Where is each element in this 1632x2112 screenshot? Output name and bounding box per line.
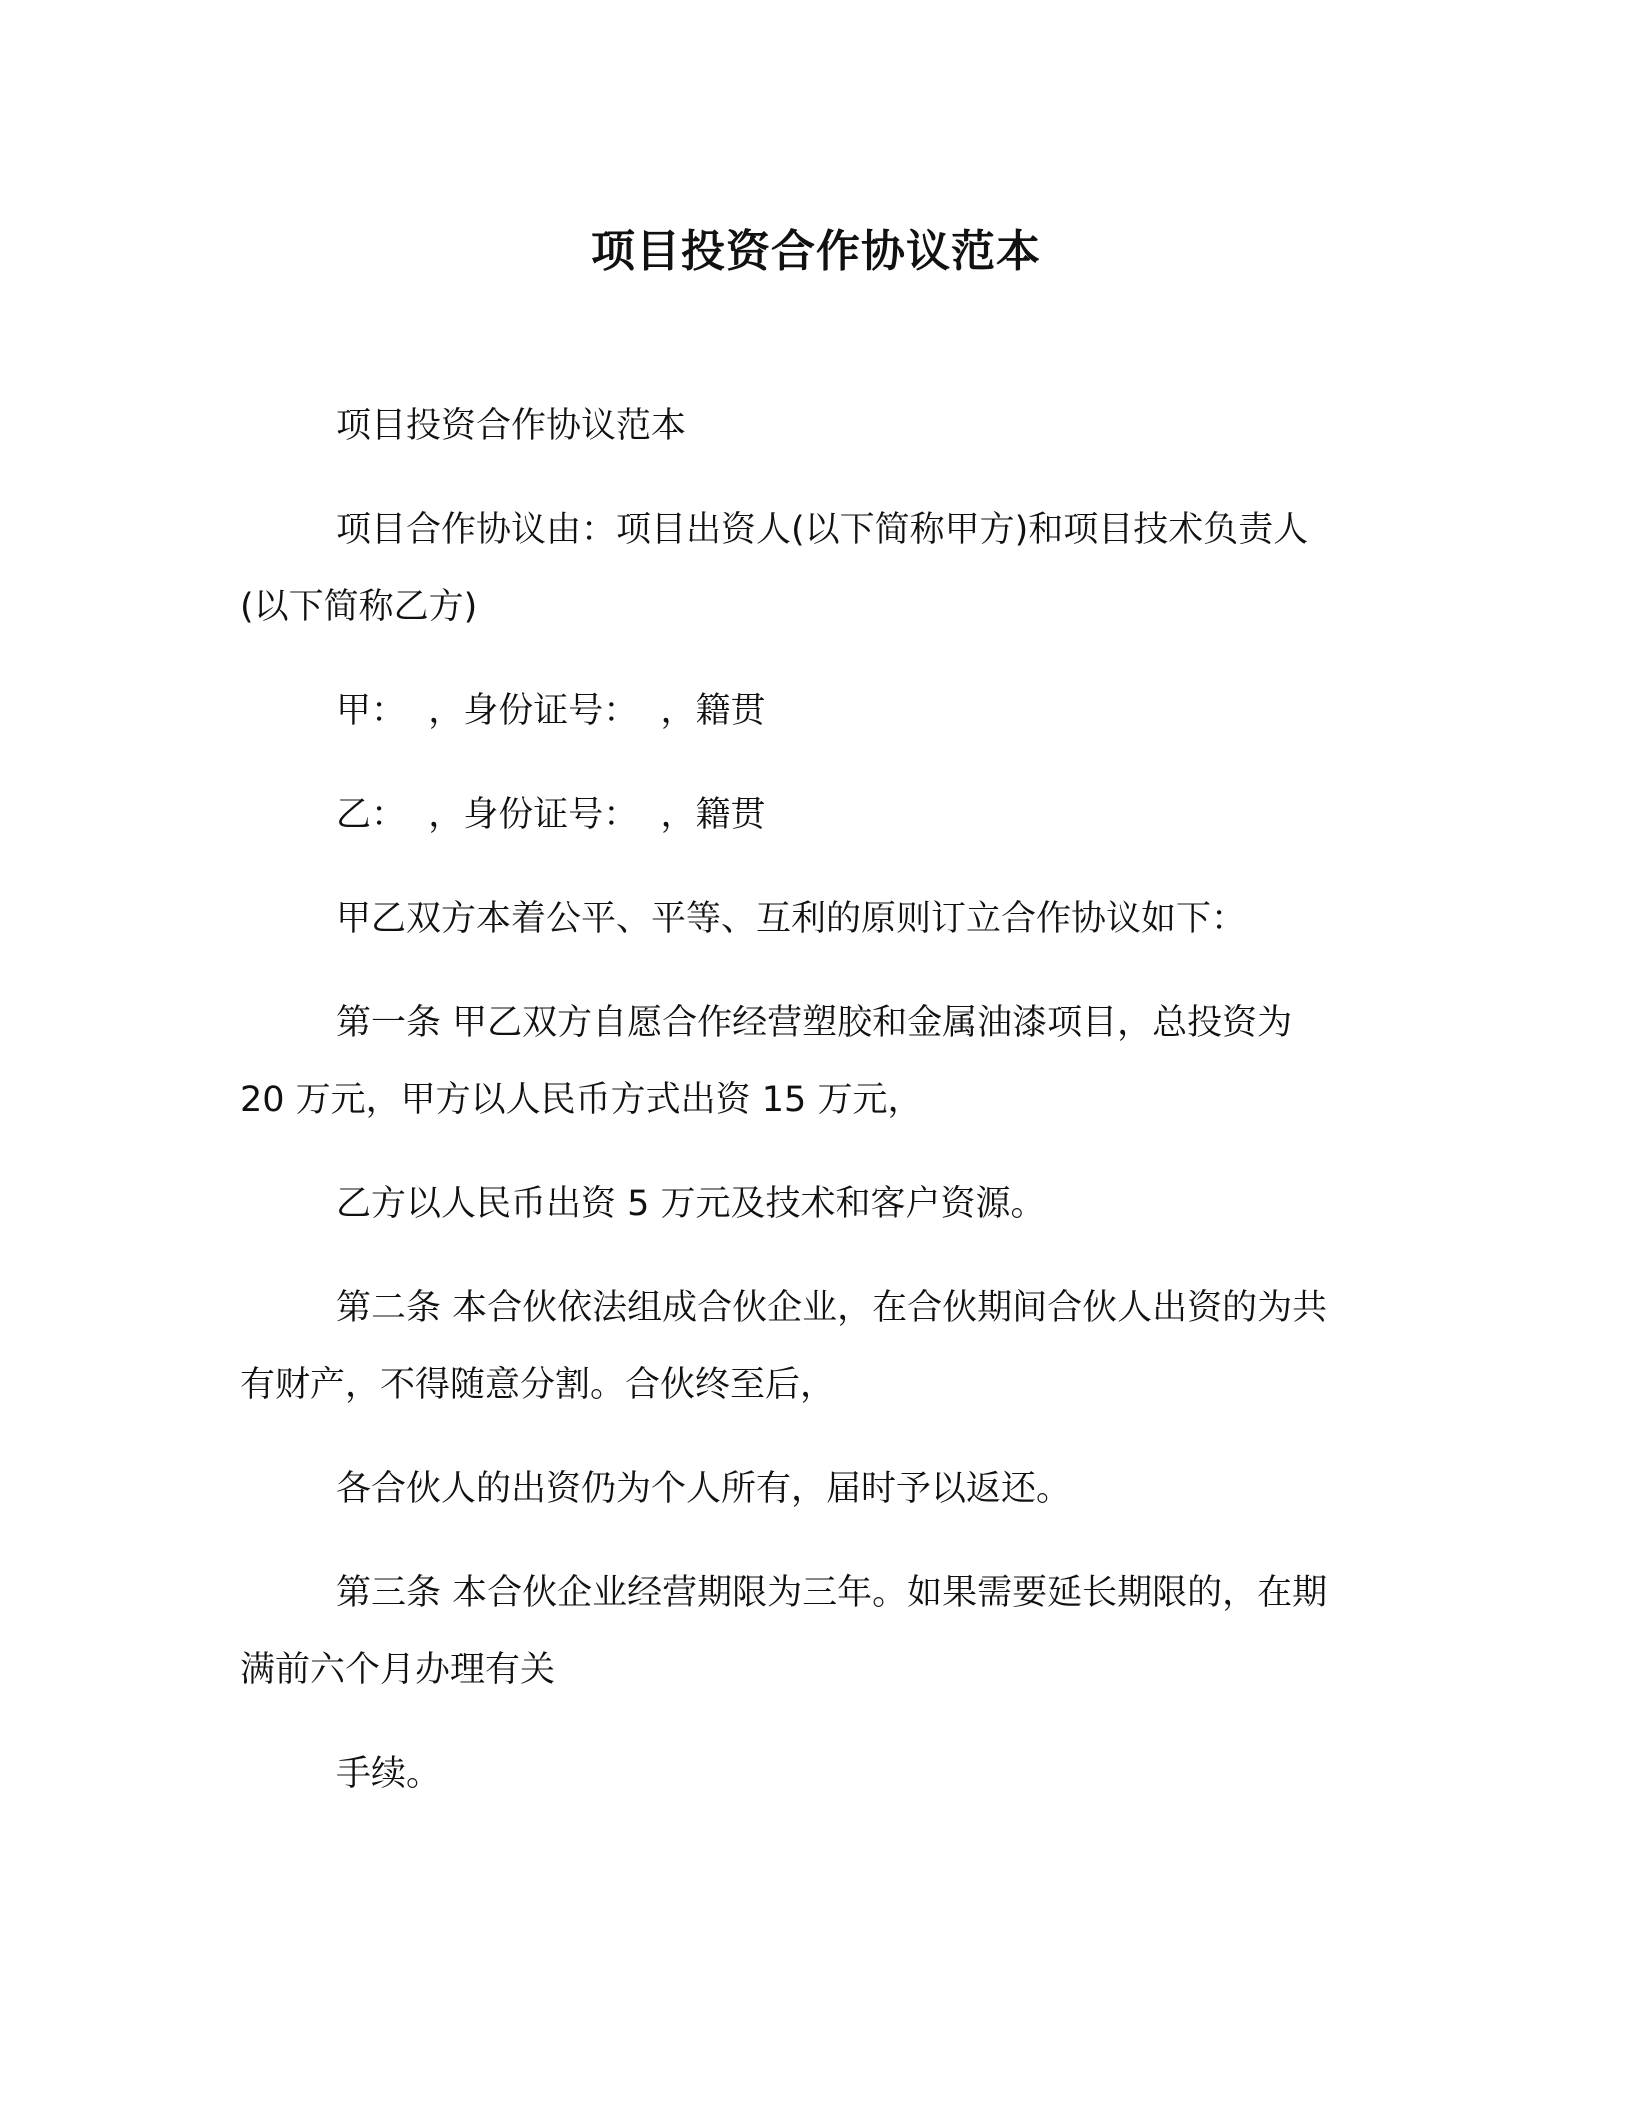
paragraph-article-1-cont [240,1166,1392,1243]
paragraph-party-b [240,777,1392,854]
paragraph-line: 第三条 本合伙企业经营期限为三年。如果需要延长期限的，在期 [336,1573,1328,1613]
paragraph-parties-intro [240,492,1392,646]
paragraph-principles [240,881,1392,958]
paragraph-line: 满前六个月办理有关 [240,1650,556,1690]
document-body [240,388,1392,1840]
paragraph-line: 项目合作协议由：项目出资人(以下简称甲方)和项目技术负责人 [336,510,1309,550]
paragraph-line: 第一条 甲乙双方自愿合作经营塑胶和金属油漆项目，总投资为 [336,1003,1293,1043]
paragraph-heading [240,388,1392,465]
paragraph-line: (以下简称乙方) [240,587,478,627]
paragraph-line: 甲： ，身份证号： ，籍贯 [336,691,766,731]
document-title: 项目投资合作协议范本 [591,226,1041,277]
paragraph-article-3-cont [240,1736,1392,1813]
paragraph-line: 项目投资合作协议范本 [336,406,687,446]
paragraph-line: 第二条 本合伙依法组成合伙企业，在合伙期间合伙人出资的为共 [336,1288,1328,1328]
paragraph-article-1 [240,985,1392,1139]
paragraph-line: 手续。 [336,1754,442,1794]
paragraph-line: 乙方以人民币出资 5 万元及技术和客户资源。 [336,1184,1046,1224]
paragraph-line: 乙： ，身份证号： ，籍贯 [336,795,766,835]
paragraph-line: 有财产，不得随意分割。合伙终至后， [240,1365,836,1405]
paragraph-line: 20 万元，甲方以人民币方式出资 15 万元， [240,1080,923,1120]
paragraph-article-2-cont [240,1451,1392,1528]
paragraph-article-2 [240,1270,1392,1424]
paragraph-article-3 [240,1555,1392,1709]
paragraph-line: 甲乙双方本着公平、平等、互利的原则订立合作协议如下： [336,899,1247,939]
paragraph-line: 各合伙人的出资仍为个人所有，届时予以返还。 [336,1469,1072,1509]
paragraph-party-a [240,673,1392,750]
